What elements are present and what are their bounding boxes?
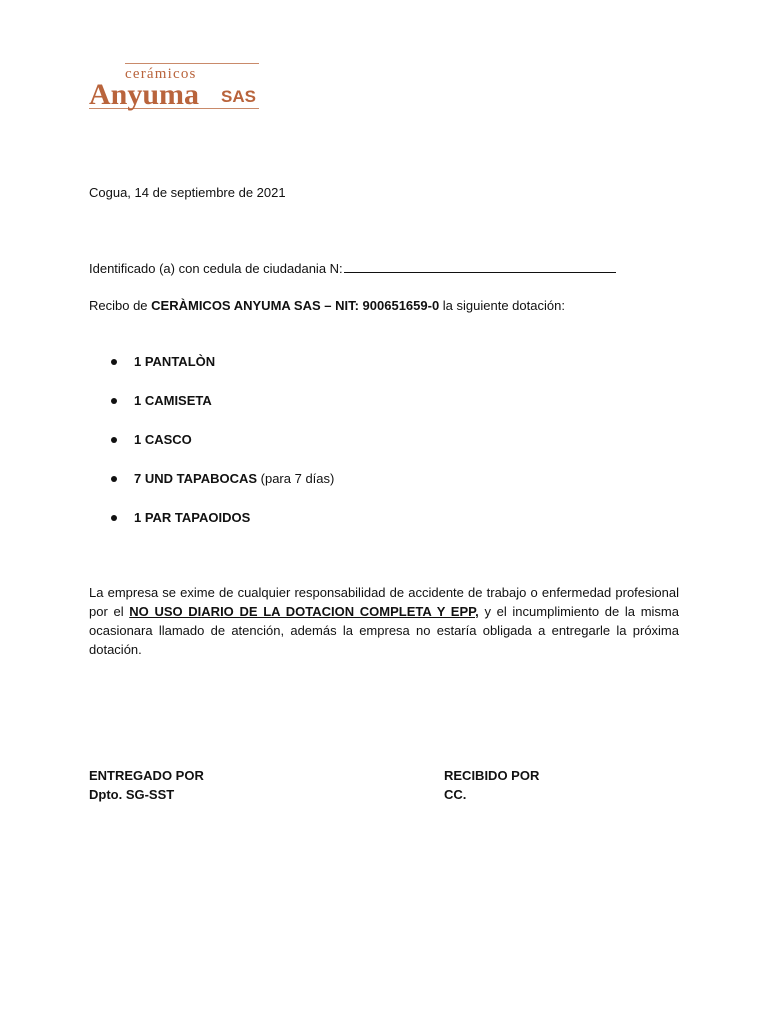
received-by-title: RECIBIDO POR xyxy=(444,768,540,783)
bullet-icon xyxy=(111,398,117,404)
dotation-list xyxy=(89,352,589,547)
receipt-line xyxy=(89,296,689,315)
receipt-company: CERÀMICOS ANYUMA SAS – NIT: 900651659-0 xyxy=(151,298,440,313)
list-item xyxy=(89,391,589,430)
company-logo-graphic xyxy=(89,62,261,112)
disclaimer-emphasis: NO USO DIARIO DE LA DOTACION COMPLETA Y EPP, xyxy=(129,604,479,619)
disclaimer-paragraph xyxy=(89,583,679,659)
disclaimer-part2: y el incumplimiento de la misma ocasionara llamado de atención, además la empresa no estaría obligada a entregarle la próxima dotación. xyxy=(89,604,679,657)
date-line: Cogua, 14 de septiembre de 2021 xyxy=(89,185,286,200)
logo-suffix: SAS xyxy=(221,87,256,106)
received-by-id: CC. xyxy=(444,787,467,802)
item-label: 1 PANTALÒN xyxy=(134,354,216,369)
receipt-suffix: la siguiente dotación: xyxy=(439,298,565,313)
identification-line xyxy=(89,258,649,278)
logo-top-text: cerámicos xyxy=(125,66,197,82)
disclaimer-part1: La empresa se exime de cualquier responsabilidad de accidente de trabajo o enfermedad profesional por el xyxy=(89,585,679,619)
logo-name: Anyuma xyxy=(89,78,200,111)
bullet-icon xyxy=(111,515,117,521)
delivered-by-title: ENTREGADO POR xyxy=(89,768,204,783)
bullet-icon xyxy=(111,476,117,482)
list-item xyxy=(89,352,589,391)
list-item xyxy=(89,469,589,508)
company-logo xyxy=(89,62,261,112)
item-label: 1 CASCO xyxy=(134,432,192,447)
item-label: 1 PAR TAPAOIDOS xyxy=(134,510,251,525)
list-item xyxy=(89,508,589,547)
list-item xyxy=(89,430,589,469)
delivered-by-department: Dpto. SG-SST xyxy=(89,787,175,802)
signature-delivered-by xyxy=(89,766,204,804)
identification-label: Identificado (a) con cedula de ciudadania N: xyxy=(89,261,343,276)
item-extra: (para 7 días) xyxy=(257,471,335,486)
item-label: 1 CAMISETA xyxy=(134,393,212,408)
identification-blank-field[interactable] xyxy=(344,258,616,273)
signature-received-by xyxy=(444,766,539,804)
bullet-icon xyxy=(111,359,117,365)
item-label: 7 UND TAPABOCAS xyxy=(134,471,258,486)
receipt-prefix: Recibo de xyxy=(89,298,152,313)
bullet-icon xyxy=(111,437,117,443)
